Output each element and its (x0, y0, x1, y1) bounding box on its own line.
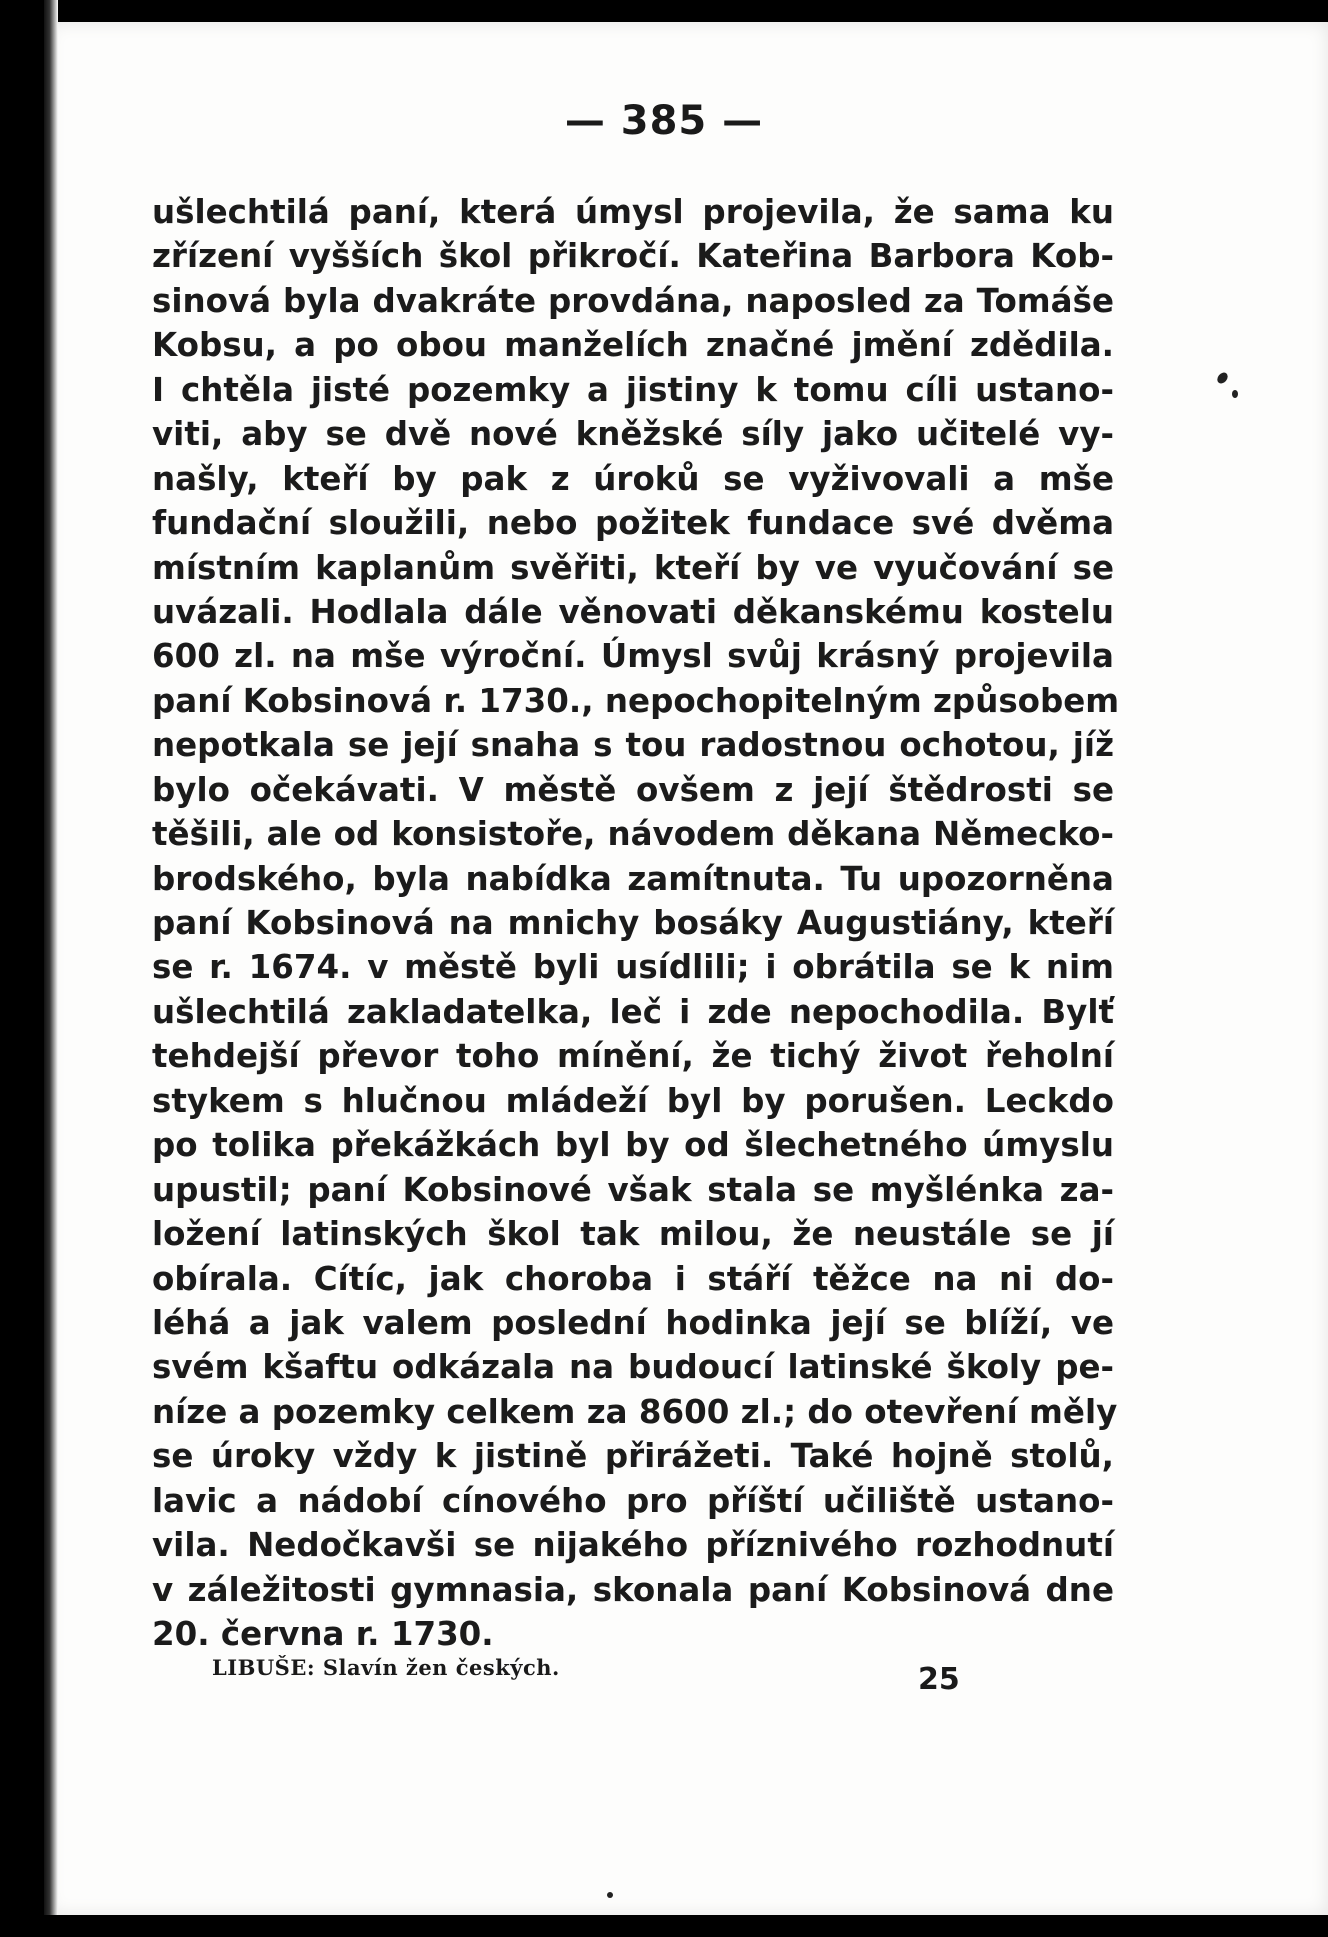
text-line: ušlechtilá paní, která úmysl projevila, že sama ku (152, 193, 1114, 231)
text-line: v záležitosti gymnasia, skonala paní Kobsinová dne (152, 1570, 1114, 1609)
ink-speck (607, 1892, 613, 1898)
text-line: bylo očekávati. V městě ovšem z její štědrosti se (152, 770, 1114, 809)
text-line: ložení latinských škol tak milou, že neustále se jí (152, 1215, 1114, 1254)
text-line: paní Kobsinová r. 1730., nepochopitelným způsobem (152, 681, 1120, 720)
text-line: I chtěla jisté pozemky a jistiny k tomu cíli ustano- (152, 370, 1114, 409)
text-line: léhá a jak valem poslední hodinka její se blíží, ve (152, 1303, 1114, 1342)
text-line: viti, aby se dvě nové kněžské síly jako učitelé vy- (152, 415, 1114, 454)
text-line: těšili, ale od konsistoře, návodem děkana Německo- (152, 815, 1114, 854)
sheet-signature-mark: 25 (918, 1662, 960, 1697)
body-text (152, 190, 1120, 1656)
text-line: uvázali. Hodlala dále věnovati děkanskému kostelu (152, 592, 1114, 631)
text-line: zřízení vyšších škol přikročí. Kateřina Barbora Kob- (152, 237, 1114, 276)
text-line: níze a pozemky celkem za 8600 zl.; do otevření měly (152, 1392, 1118, 1431)
text-line: upustil; paní Kobsinové však stala se myšlénka za- (152, 1170, 1114, 1209)
text-line: svém kšaftu odkázala na budoucí latinské školy pe- (152, 1348, 1114, 1387)
text-line: našly, kteří by pak z úroků se vyživovali a mše (152, 459, 1114, 498)
text-line: 600 zl. na mše výroční. Úmysl svůj krásný projevila (152, 637, 1114, 676)
binding-edge (44, 0, 58, 1937)
text-line: se úroky vždy k jistině přirážeti. Také hojně stolů, (152, 1437, 1114, 1476)
text-line: tehdejší převor toho mínění, že tichý život řeholní (152, 1037, 1114, 1076)
text-line: Kobsu, a po obou manželích značné jmění zdědila. (152, 326, 1114, 365)
text-line: ušlechtilá zakladatelka, leč i zde nepochodila. Bylť (152, 992, 1114, 1031)
text-line: fundační sloužili, nebo požitek fundace své dvěma (152, 504, 1114, 543)
text-line: 20. června r. 1730. (152, 1615, 494, 1653)
text-line: místním kaplanům svěřiti, kteří by ve vyučování se (152, 548, 1114, 587)
text-line: obírala. Cítíc, jak choroba i stáří těžce na ni do- (152, 1259, 1114, 1298)
text-line: se r. 1674. v městě byli usídlili; i obrátila se k nim (152, 948, 1114, 987)
text-line: vila. Nedočkavši se nijakého příznivého rozhodnutí (152, 1526, 1114, 1565)
text-line: sinová byla dvakráte provdána, naposled za Tomáše (152, 281, 1114, 320)
text-line: brodského, byla nabídka zamítnuta. Tu upozorněna (152, 859, 1114, 898)
footer-signature: LIBUŠE: Slavín žen českých. (212, 1655, 560, 1680)
text-line: nepotkala se její snaha s tou radostnou ochotou, jíž (152, 726, 1114, 765)
page-number: — 385 — (564, 98, 764, 144)
text-line: lavic a nádobí cínového pro příští učiliště ustano- (152, 1481, 1114, 1520)
ink-speck (1232, 390, 1238, 398)
text-line: stykem s hlučnou mládeží byl by porušen. Leckdo (152, 1081, 1114, 1120)
bottom-border (0, 1915, 1328, 1937)
text-line: po tolika překážkách byl by od šlechetného úmyslu (152, 1126, 1114, 1165)
text-line: paní Kobsinová na mnichy bosáky Augustiány, kteří (152, 904, 1114, 942)
